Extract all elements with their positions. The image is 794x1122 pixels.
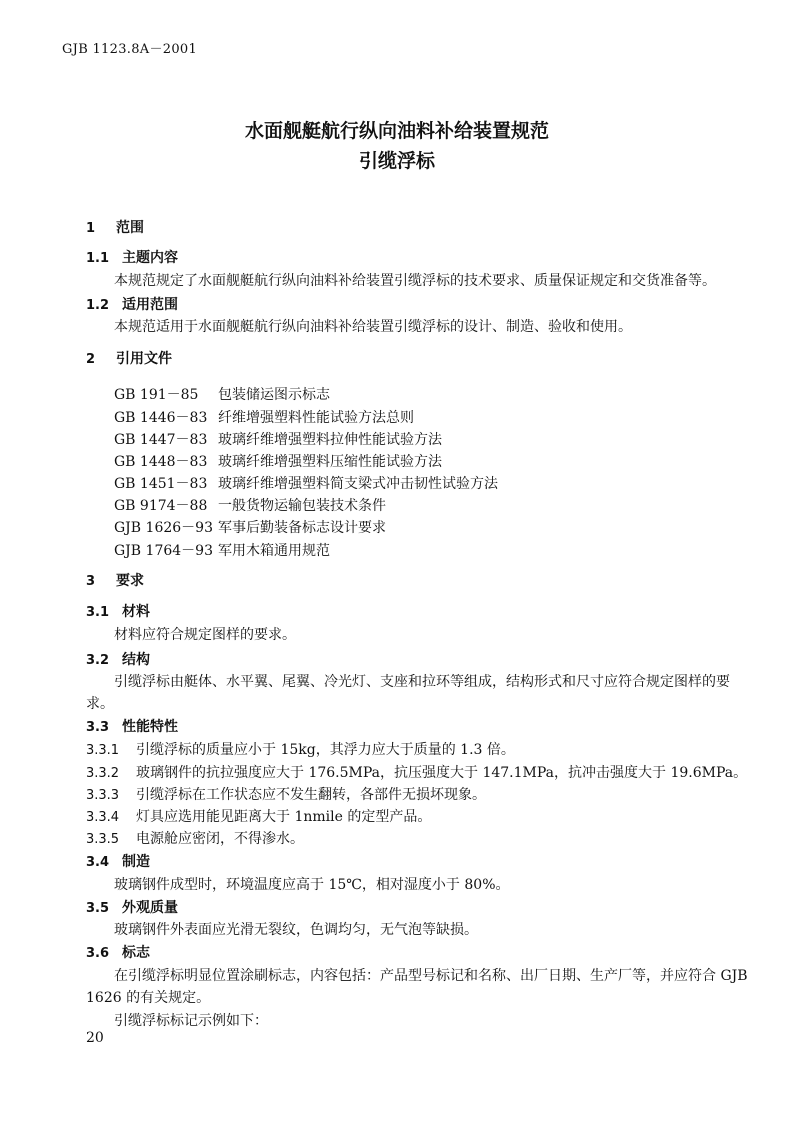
section-1-heading: [86, 219, 144, 238]
section-title: 范围: [116, 220, 144, 236]
reference-code: GJB 1626－93: [114, 520, 213, 536]
section-3-5-body: 玻璃钢件外表面应光滑无裂纹，色调均匀，无气泡等缺损。: [114, 922, 478, 938]
section-number: 1: [86, 221, 96, 236]
section-3-4-body: 玻璃钢件成型时，环境温度应高于 15℃，相对湿度小于 80%。: [114, 877, 510, 893]
section-title: 材料: [122, 604, 150, 620]
section-title: 制造: [122, 854, 150, 870]
section-number: 1.2: [86, 298, 110, 313]
reference-name: 玻璃纤维增强塑料压缩性能试验方法: [218, 454, 442, 470]
section-3-6-body-continued: 1626 的有关规定。: [86, 990, 211, 1006]
reference-code: GB 1446－83: [114, 410, 208, 426]
section-3-2-body: 引缆浮标由艇体、水平翼、尾翼、冷光灯、支座和拉环等组成，结构形式和尺寸应符合规定图样的要: [114, 674, 730, 690]
clause-3-3-1: [86, 741, 515, 760]
section-title: 要求: [116, 573, 144, 589]
section-title: 性能特性: [122, 719, 178, 735]
section-3-6-example-intro: 引缆浮标标记示例如下：: [114, 1013, 268, 1029]
section-1-2-heading: [86, 296, 178, 315]
reference-code: GB 1448－83: [114, 454, 208, 470]
section-2-heading: [86, 350, 172, 369]
clause-3-3-3: [86, 786, 486, 805]
section-number: 3.2: [86, 653, 110, 668]
clause-number: 3.3.2: [86, 766, 120, 781]
clause-3-3-2: [86, 764, 747, 783]
reference-name: 军事后勤装备标志设计要求: [218, 520, 386, 536]
section-number: 3.5: [86, 901, 110, 916]
clause-number: 3.3.5: [86, 832, 120, 847]
section-title: 主题内容: [122, 250, 178, 266]
section-number: 3.1: [86, 605, 110, 620]
clause-3-3-4: [86, 808, 431, 827]
section-3-3-heading: [86, 718, 178, 737]
clause-text: 灯具应选用能见距离大于 1nmile 的定型产品。: [136, 809, 432, 825]
page-number: 20: [86, 1030, 104, 1046]
section-3-2-body-continued: 求。: [86, 696, 114, 712]
reference-code: GB 191－85: [114, 387, 199, 403]
reference-code: GB 1447－83: [114, 432, 208, 448]
section-title: 结构: [122, 652, 150, 668]
section-number: 2: [86, 352, 96, 367]
clause-text: 引缆浮标在工作状态应不发生翻转，各部件无损坏现象。: [136, 787, 486, 803]
section-1-1-heading: [86, 249, 178, 268]
reference-code: GB 1451－83: [114, 476, 208, 492]
clause-3-3-5: [86, 830, 304, 849]
reference-name: 一般货物运输包装技术条件: [218, 498, 386, 514]
reference-name: 玻璃纤维增强塑料拉伸性能试验方法: [218, 432, 442, 448]
section-number: 3: [86, 574, 96, 589]
section-3-6-body: 在引缆浮标明显位置涂刷标志，内容包括：产品型号标记和名称、出厂日期、生产厂等，并应符合 GJB: [114, 968, 748, 984]
reference-name: 纤维增强塑料性能试验方法总则: [218, 410, 414, 426]
section-title: 标志: [122, 945, 150, 961]
clause-text: 电源舱应密闭，不得渗水。: [136, 831, 304, 847]
reference-name: 玻璃纤维增强塑料简支梁式冲击韧性试验方法: [218, 476, 498, 492]
clause-text: 引缆浮标的质量应小于 15kg，其浮力应大于质量的 1.3 倍。: [136, 742, 515, 758]
clause-number: 3.3.4: [86, 810, 120, 825]
section-3-5-heading: [86, 899, 178, 918]
section-3-1-heading: [86, 603, 150, 622]
section-3-6-heading: [86, 944, 150, 963]
document-title: 水面舰艇航行纵向油料补给装置规范: [244, 120, 549, 142]
section-1-1-body: 本规范规定了水面舰艇航行纵向油料补给装置引缆浮标的技术要求、质量保证规定和交货准备等。: [114, 273, 716, 289]
section-number: 3.3: [86, 720, 110, 735]
clause-text: 玻璃钢件的抗拉强度应大于 176.5MPa，抗压强度大于 147.1MPa，抗冲击强度大于 19.6MPa。: [136, 765, 748, 781]
section-number: 1.1: [86, 251, 110, 266]
section-3-4-heading: [86, 853, 150, 872]
reference-name: 军用木箱通用规范: [218, 543, 330, 559]
document-subtitle: 引缆浮标: [358, 150, 435, 172]
document-code-header: GJB 1123.8A－2001: [62, 42, 198, 57]
reference-code: GJB 1764－93: [114, 543, 213, 559]
section-3-heading: [86, 572, 144, 591]
reference-code: GB 9174－88: [114, 498, 208, 514]
section-title: 外观质量: [122, 900, 178, 916]
section-title: 引用文件: [116, 351, 172, 367]
section-number: 3.4: [86, 855, 110, 870]
section-1-2-body: 本规范适用于水面舰艇航行纵向油料补给装置引缆浮标的设计、制造、验收和使用。: [114, 319, 632, 335]
reference-name: 包装储运图示标志: [218, 387, 330, 403]
clause-number: 3.3.3: [86, 788, 120, 803]
section-3-2-heading: [86, 651, 150, 670]
clause-number: 3.3.1: [86, 743, 120, 758]
section-title: 适用范围: [122, 297, 178, 313]
section-number: 3.6: [86, 946, 110, 961]
section-3-1-body: 材料应符合规定图样的要求。: [114, 627, 296, 643]
